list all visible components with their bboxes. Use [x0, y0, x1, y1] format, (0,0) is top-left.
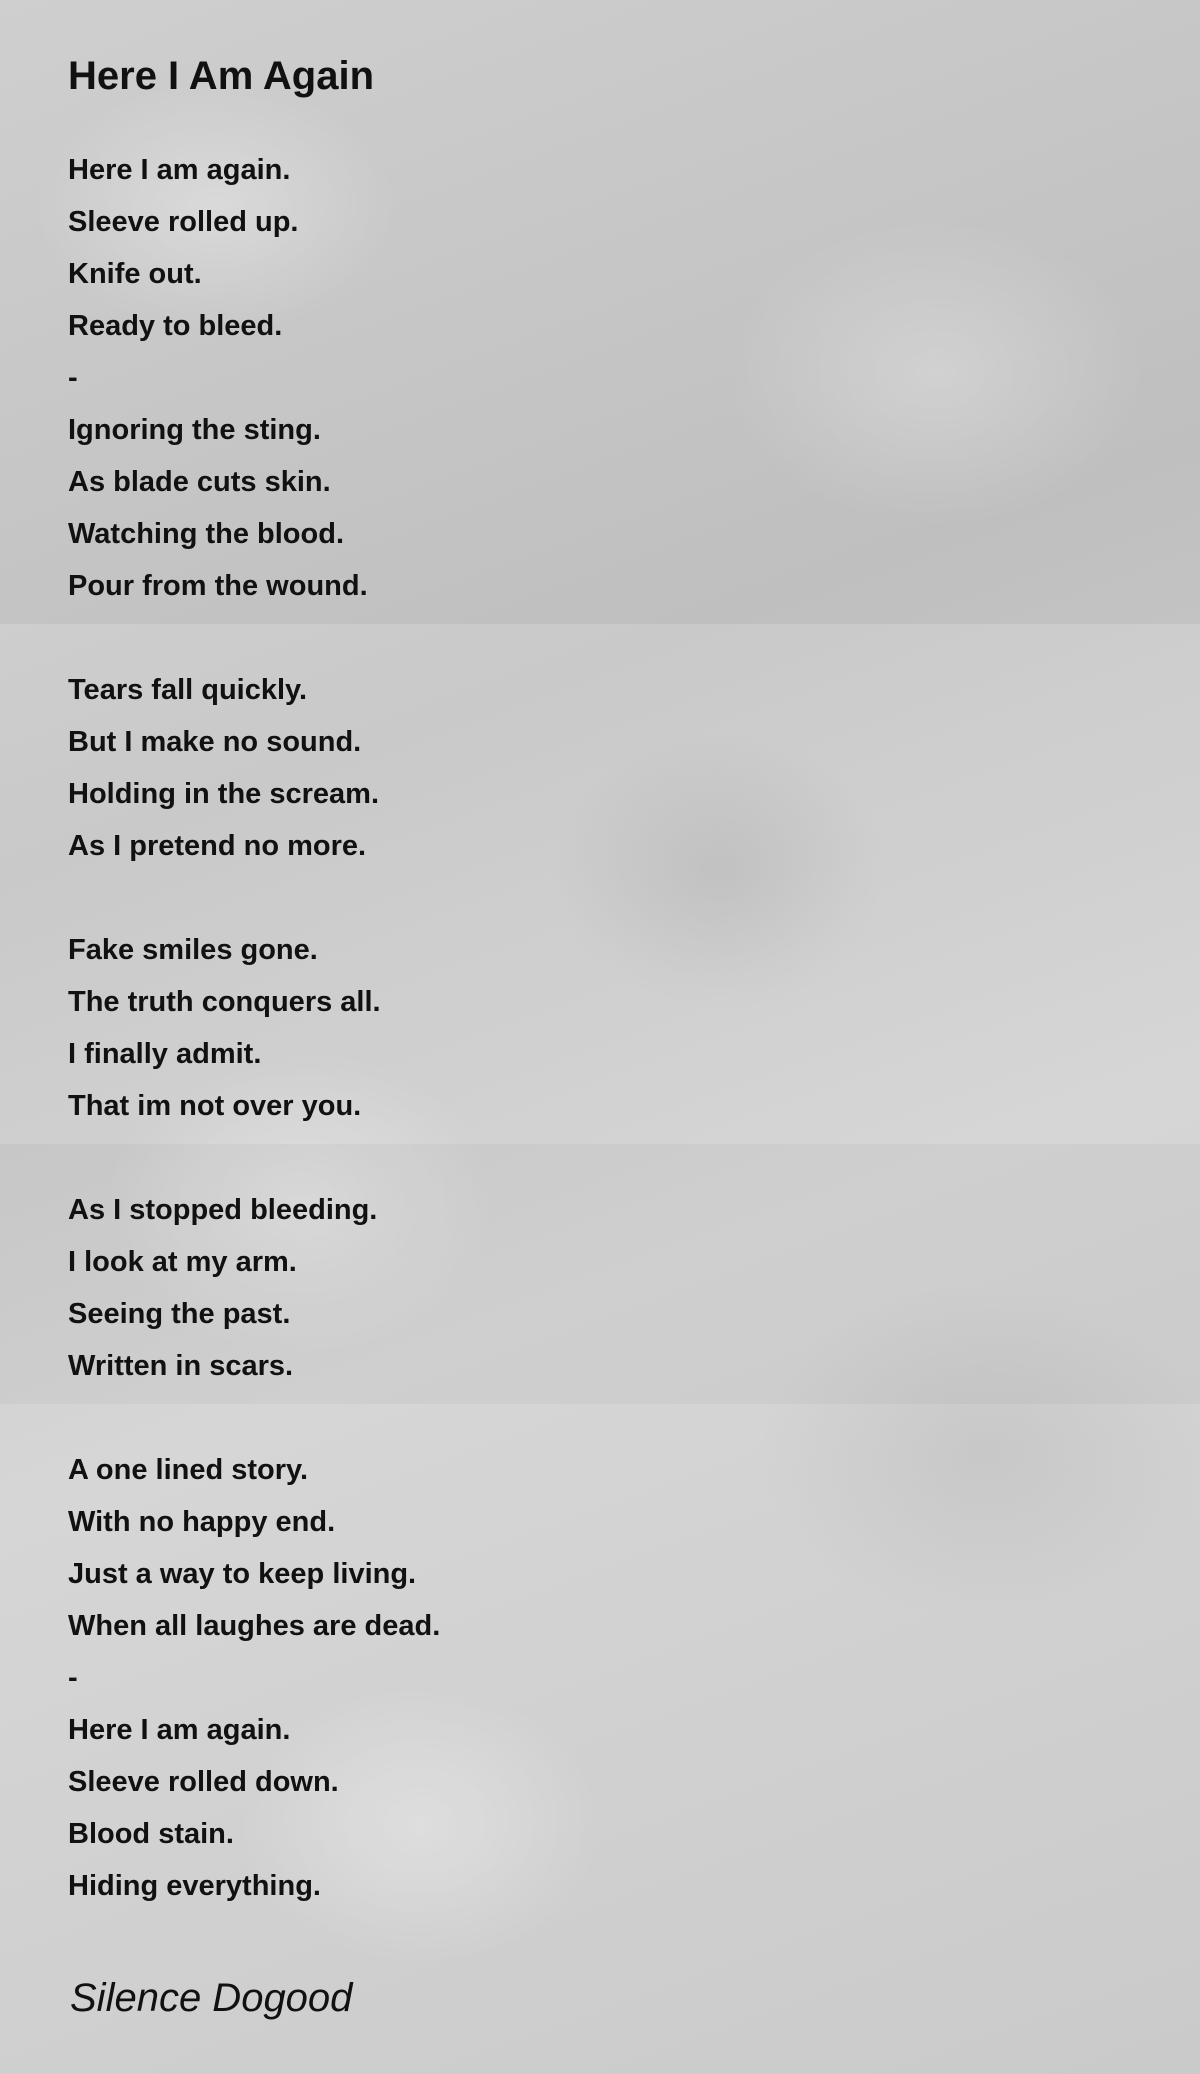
stanza-1 [68, 144, 1148, 612]
poem-line: As blade cuts skin. [68, 466, 331, 498]
poem-line: I finally admit. [68, 1038, 262, 1070]
poem-line: Just a way to keep living. [68, 1558, 417, 1590]
stanza-3 [68, 924, 1148, 1132]
poem-line: As I pretend no more. [68, 830, 367, 862]
poem-page [68, 40, 1148, 1912]
stanza-5 [68, 1444, 1148, 1912]
poem-title: Here I Am Again [68, 54, 374, 98]
poem-line: Here I am again. [68, 154, 291, 186]
poem-line: Fake smiles gone. [68, 934, 318, 966]
poem-line: - [68, 1662, 78, 1694]
poem-line: When all laughes are dead. [68, 1610, 441, 1642]
poem-line: Blood stain. [68, 1818, 234, 1850]
poem-line: Here I am again. [68, 1714, 291, 1746]
poem-line: Hiding everything. [68, 1870, 321, 1902]
poem-line: Holding in the scream. [68, 778, 379, 810]
stanza-2 [68, 664, 1148, 872]
poem-line: With no happy end. [68, 1506, 336, 1538]
poem-line: - [68, 362, 78, 394]
poem-line: Ignoring the sting. [68, 414, 321, 446]
poem-line: Watching the blood. [68, 518, 344, 550]
poem-line: Knife out. [68, 258, 202, 290]
poem-line: A one lined story. [68, 1454, 309, 1486]
poem-author: Silence Dogood [70, 1976, 353, 2020]
poem-line: But I make no sound. [68, 726, 362, 758]
poem-line: Tears fall quickly. [68, 674, 308, 706]
poem-line: I look at my arm. [68, 1246, 297, 1278]
stanza-4 [68, 1184, 1148, 1392]
poem-line: The truth conquers all. [68, 986, 381, 1018]
poem-line: As I stopped bleeding. [68, 1194, 378, 1226]
poem-line: That im not over you. [68, 1090, 362, 1122]
poem-line: Sleeve rolled up. [68, 206, 299, 238]
poem-line: Pour from the wound. [68, 570, 368, 602]
poem-line: Ready to bleed. [68, 310, 283, 342]
poem-line: Seeing the past. [68, 1298, 291, 1330]
poem-line: Sleeve rolled down. [68, 1766, 339, 1798]
poem-line: Written in scars. [68, 1350, 294, 1382]
